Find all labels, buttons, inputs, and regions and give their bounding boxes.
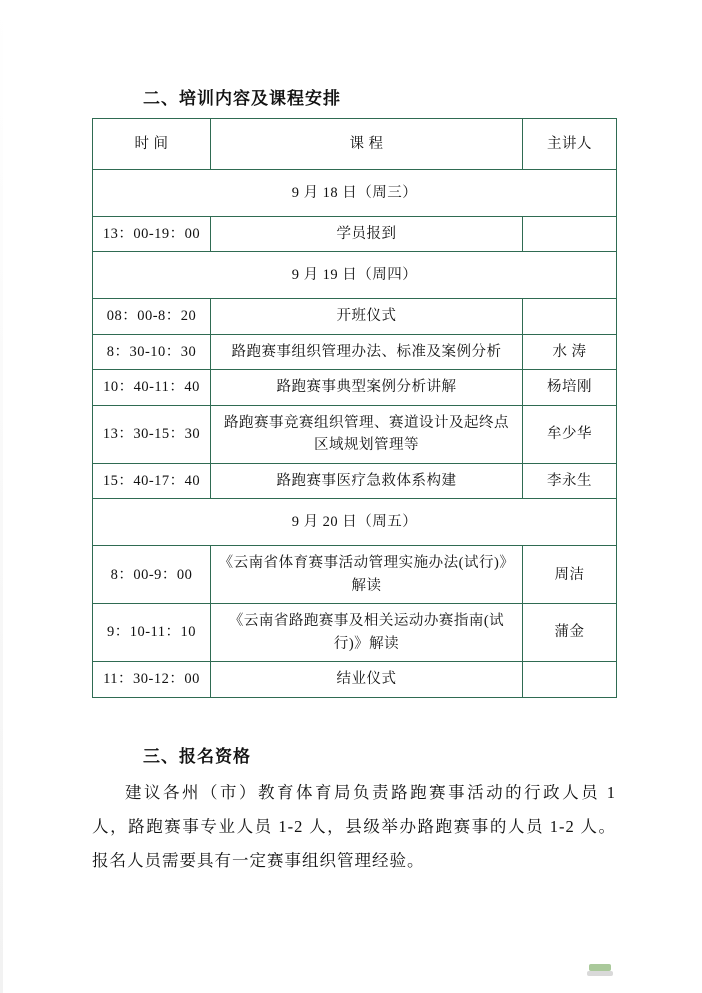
table-row <box>93 546 617 604</box>
cell-time: 10：40-11：40 <box>93 370 211 405</box>
table-row <box>93 463 617 498</box>
day-label: 9 月 18 日（周三） <box>93 170 617 217</box>
cell-time: 9：10-11：10 <box>93 604 211 662</box>
scan-artifact-gray <box>587 971 613 976</box>
table-row <box>93 334 617 369</box>
cell-time: 15：40-17：40 <box>93 463 211 498</box>
cell-time: 8：00-9：00 <box>93 546 211 604</box>
day-label: 9 月 19 日（周四） <box>93 252 617 299</box>
cell-speaker <box>523 299 617 334</box>
cell-time: 08：00-8：20 <box>93 299 211 334</box>
table-day-row <box>93 170 617 217</box>
cell-speaker: 牟少华 <box>523 405 617 463</box>
column-header-course: 课 程 <box>211 119 523 170</box>
cell-course: 路跑赛事竞赛组织管理、赛道设计及起终点区域规划管理等 <box>211 405 523 463</box>
cell-speaker: 杨培刚 <box>523 370 617 405</box>
section-heading-training-content: 二、培训内容及课程安排 <box>143 89 341 108</box>
section-heading-registration-eligibility: 三、报名资格 <box>143 747 251 766</box>
cell-speaker: 周洁 <box>523 546 617 604</box>
table-row <box>93 405 617 463</box>
cell-course: 学员报到 <box>211 217 523 252</box>
cell-time: 13：00-19：00 <box>93 217 211 252</box>
cell-time: 8：30-10：30 <box>93 334 211 369</box>
cell-speaker: 李永生 <box>523 463 617 498</box>
table-row <box>93 217 617 252</box>
cell-time: 11：30-12：00 <box>93 662 211 697</box>
day-label: 9 月 20 日（周五） <box>93 499 617 546</box>
table-row <box>93 604 617 662</box>
cell-course: 路跑赛事组织管理办法、标准及案例分析 <box>211 334 523 369</box>
cell-speaker: 蒲金 <box>523 604 617 662</box>
registration-eligibility-paragraph: 建议各州（市）教育体育局负责路跑赛事活动的行政人员 1 人，路跑赛事专业人员 1-2 人，县级举办路跑赛事的人员 1-2 人。报名人员需要具有一定赛事组织管理经验。 <box>92 783 616 870</box>
cell-time: 13：30-15：30 <box>93 405 211 463</box>
cell-speaker <box>523 217 617 252</box>
scan-artifact-mark <box>587 962 615 978</box>
training-schedule-table <box>92 118 617 698</box>
cell-course: 结业仪式 <box>211 662 523 697</box>
table-row <box>93 662 617 697</box>
cell-course: 路跑赛事医疗急救体系构建 <box>211 463 523 498</box>
page-edge-shadow <box>0 0 3 993</box>
table-day-row <box>93 252 617 299</box>
cell-speaker: 水 涛 <box>523 334 617 369</box>
table-row <box>93 370 617 405</box>
table-row <box>93 299 617 334</box>
cell-course: 路跑赛事典型案例分析讲解 <box>211 370 523 405</box>
cell-speaker <box>523 662 617 697</box>
table-header-row <box>93 119 617 170</box>
cell-course: 开班仪式 <box>211 299 523 334</box>
cell-course: 《云南省路跑赛事及相关运动办赛指南(试行)》解读 <box>211 604 523 662</box>
column-header-speaker: 主讲人 <box>523 119 617 170</box>
column-header-time: 时 间 <box>93 119 211 170</box>
cell-course: 《云南省体育赛事活动管理实施办法(试行)》解读 <box>211 546 523 604</box>
table-day-row <box>93 499 617 546</box>
scan-artifact-green <box>589 964 611 971</box>
